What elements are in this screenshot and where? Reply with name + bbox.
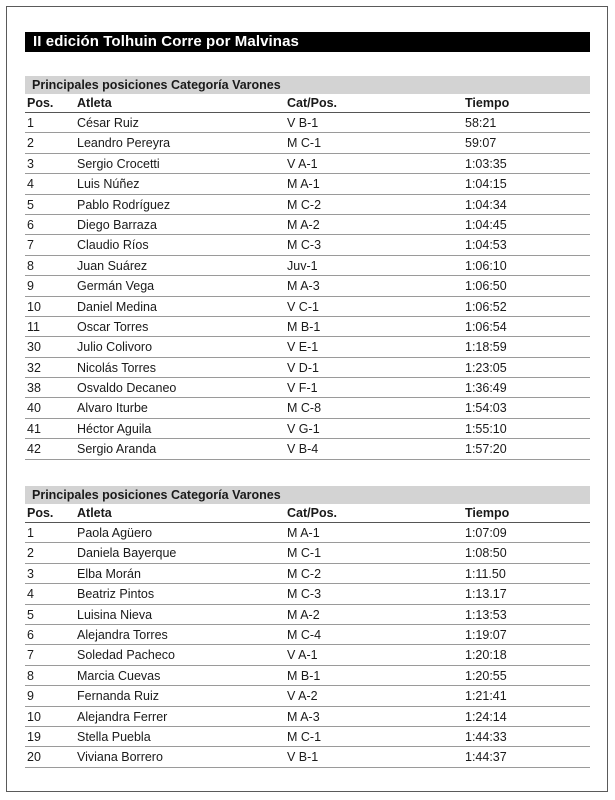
category-cell: V B-1 (287, 750, 319, 765)
table-row (25, 419, 590, 439)
athlete-cell: Oscar Torres (77, 319, 149, 334)
time-cell: 1:06:10 (465, 258, 507, 273)
athlete-cell: Diego Barraza (77, 217, 157, 232)
category-cell: M C-2 (287, 197, 322, 212)
col-pos-header: Pos. (27, 506, 54, 520)
table-row (25, 564, 590, 584)
table-row (25, 605, 590, 625)
table-row (25, 317, 590, 337)
table-row (25, 666, 590, 686)
time-cell: 1:06:50 (465, 279, 507, 294)
col-tiempo-header: Tiempo (465, 96, 510, 110)
table-row (25, 337, 590, 357)
page-title: II edición Tolhuin Corre por Malvinas (25, 32, 590, 52)
athlete-cell: Alejandra Torres (77, 627, 168, 642)
time-cell: 1:04:34 (465, 197, 507, 212)
table-row (25, 276, 590, 296)
time-cell: 1:06:54 (465, 319, 507, 334)
time-cell: 1:54:03 (465, 401, 507, 416)
athlete-cell: Osvaldo Decaneo (77, 381, 177, 396)
position-cell: 1 (27, 526, 34, 540)
category-cell: V A-2 (287, 689, 318, 704)
category-cell: M C-2 (287, 566, 322, 581)
table-row (25, 154, 590, 174)
athlete-cell: Viviana Borrero (77, 750, 163, 765)
athlete-cell: Germán Vega (77, 279, 155, 294)
table-row (25, 625, 590, 645)
athlete-cell: Juan Suárez (77, 258, 148, 273)
time-cell: 1:21:41 (465, 689, 507, 704)
athlete-cell: Marcia Cuevas (77, 668, 161, 683)
category-cell: M A-2 (287, 217, 320, 232)
position-cell: 10 (27, 709, 41, 724)
category-cell: V F-1 (287, 381, 318, 396)
position-cell: 2 (27, 546, 34, 561)
time-cell: 1:23:05 (465, 360, 507, 375)
position-cell: 4 (27, 587, 34, 602)
category-cell: V B-4 (287, 442, 319, 457)
table-body (25, 113, 590, 460)
athlete-cell: Paola Agüero (77, 526, 153, 540)
time-cell: 1:03:35 (465, 156, 507, 171)
category-cell: M B-1 (287, 319, 321, 334)
position-cell: 19 (27, 729, 41, 744)
athlete-cell: Leandro Pereyra (77, 136, 171, 151)
category-cell: M C-1 (287, 546, 322, 561)
time-cell: 1:18:59 (465, 340, 507, 355)
col-atleta-header: Atleta (77, 506, 112, 520)
table-row (25, 645, 590, 665)
position-cell: 4 (27, 177, 34, 192)
position-cell: 20 (27, 750, 41, 765)
table-row (25, 727, 590, 747)
time-cell: 1:13.17 (465, 587, 507, 602)
col-pos-header: Pos. (27, 96, 54, 110)
position-cell: 5 (27, 197, 34, 212)
time-cell: 1:13:53 (465, 607, 507, 622)
position-cell: 10 (27, 299, 41, 314)
category-cell: M C-3 (287, 238, 322, 253)
table-row (25, 113, 590, 133)
section-header: Principales posiciones Categoría Varones (25, 486, 590, 504)
athlete-cell: Stella Puebla (77, 729, 151, 744)
time-cell: 58:21 (465, 116, 497, 130)
table-row (25, 543, 590, 563)
athlete-cell: Claudio Ríos (77, 238, 149, 253)
athlete-cell: Luis Núñez (77, 177, 140, 192)
position-cell: 41 (27, 421, 41, 436)
table-row (25, 358, 590, 378)
table-row (25, 297, 590, 317)
position-cell: 6 (27, 627, 34, 642)
category-cell: V G-1 (287, 421, 320, 436)
position-cell: 2 (27, 136, 34, 151)
table-row (25, 235, 590, 255)
table-row (25, 378, 590, 398)
table-row (25, 439, 590, 459)
athlete-cell: Beatriz Pintos (77, 587, 155, 602)
category-cell: Juv-1 (287, 258, 318, 273)
category-cell: V B-1 (287, 116, 319, 130)
category-cell: M C-4 (287, 627, 322, 642)
time-cell: 1:44:33 (465, 729, 507, 744)
time-cell: 1:06:52 (465, 299, 507, 314)
category-cell: V E-1 (287, 340, 319, 355)
position-cell: 7 (27, 238, 34, 253)
position-cell: 8 (27, 258, 34, 273)
athlete-cell: Luisina Nieva (77, 607, 153, 622)
col-tiempo-header: Tiempo (465, 506, 510, 520)
position-cell: 8 (27, 668, 34, 683)
time-cell: 1:08:50 (465, 546, 507, 561)
time-cell: 1:19:07 (465, 627, 507, 642)
category-cell: M A-3 (287, 279, 320, 294)
time-cell: 1:04:15 (465, 177, 507, 192)
position-cell: 6 (27, 217, 34, 232)
time-cell: 1:04:53 (465, 238, 507, 253)
table-row (25, 398, 590, 418)
position-cell: 30 (27, 340, 41, 355)
athlete-cell: Pablo Rodríguez (77, 197, 171, 212)
table-row (25, 256, 590, 276)
category-cell: M C-3 (287, 587, 322, 602)
section-header: Principales posiciones Categoría Varones (25, 76, 590, 94)
athlete-cell: Nicolás Torres (77, 360, 156, 375)
position-cell: 1 (27, 116, 34, 130)
time-cell: 1:44:37 (465, 750, 507, 765)
athlete-cell: Julio Colivoro (77, 340, 153, 355)
table-row (25, 707, 590, 727)
column-headers (25, 504, 590, 523)
position-cell: 32 (27, 360, 41, 375)
position-cell: 40 (27, 401, 41, 416)
col-atleta-header: Atleta (77, 96, 112, 110)
category-cell: V C-1 (287, 299, 319, 314)
time-cell: 1:57:20 (465, 442, 507, 457)
table-row (25, 523, 590, 543)
time-cell: 1:20:55 (465, 668, 507, 683)
category-cell: M A-1 (287, 526, 320, 540)
time-cell: 1:24:14 (465, 709, 507, 724)
time-cell: 1:55:10 (465, 421, 507, 436)
athlete-cell: Elba Morán (77, 566, 141, 581)
athlete-cell: César Ruiz (77, 116, 139, 130)
athlete-cell: Alejandra Ferrer (77, 709, 168, 724)
column-headers (25, 94, 590, 113)
time-cell: 59:07 (465, 136, 497, 151)
position-cell: 9 (27, 279, 34, 294)
table-body (25, 523, 590, 768)
category-cell: V D-1 (287, 360, 319, 375)
position-cell: 9 (27, 689, 34, 704)
athlete-cell: Héctor Aguila (77, 421, 152, 436)
category-cell: M A-1 (287, 177, 320, 192)
col-cat-header: Cat/Pos. (287, 506, 338, 520)
table-row (25, 195, 590, 215)
category-cell: M A-3 (287, 709, 320, 724)
position-cell: 42 (27, 442, 41, 457)
athlete-cell: Soledad Pacheco (77, 648, 175, 663)
position-cell: 5 (27, 607, 34, 622)
table-row (25, 584, 590, 604)
table-row (25, 686, 590, 706)
time-cell: 1:36:49 (465, 381, 507, 396)
time-cell: 1:07:09 (465, 526, 507, 540)
table-row (25, 215, 590, 235)
time-cell: 1:11.50 (465, 566, 506, 581)
results-section-1 (25, 76, 590, 460)
athlete-cell: Sergio Aranda (77, 442, 157, 457)
category-cell: M C-1 (287, 136, 322, 151)
category-cell: V A-1 (287, 648, 318, 663)
category-cell: M B-1 (287, 668, 321, 683)
time-cell: 1:20:18 (465, 648, 507, 663)
position-cell: 3 (27, 156, 34, 171)
time-cell: 1:04:45 (465, 217, 507, 232)
category-cell: V A-1 (287, 156, 318, 171)
table-row (25, 133, 590, 153)
position-cell: 7 (27, 648, 34, 663)
table-row (25, 174, 590, 194)
athlete-cell: Sergio Crocetti (77, 156, 160, 171)
table-row (25, 747, 590, 767)
category-cell: M C-1 (287, 729, 322, 744)
category-cell: M C-8 (287, 401, 322, 416)
position-cell: 38 (27, 381, 41, 396)
athlete-cell: Daniel Medina (77, 299, 157, 314)
position-cell: 11 (27, 319, 40, 334)
position-cell: 3 (27, 566, 34, 581)
category-cell: M A-2 (287, 607, 320, 622)
athlete-cell: Alvaro Iturbe (77, 401, 148, 416)
results-section-2 (25, 486, 590, 768)
col-cat-header: Cat/Pos. (287, 96, 338, 110)
athlete-cell: Fernanda Ruiz (77, 689, 159, 704)
athlete-cell: Daniela Bayerque (77, 546, 177, 561)
